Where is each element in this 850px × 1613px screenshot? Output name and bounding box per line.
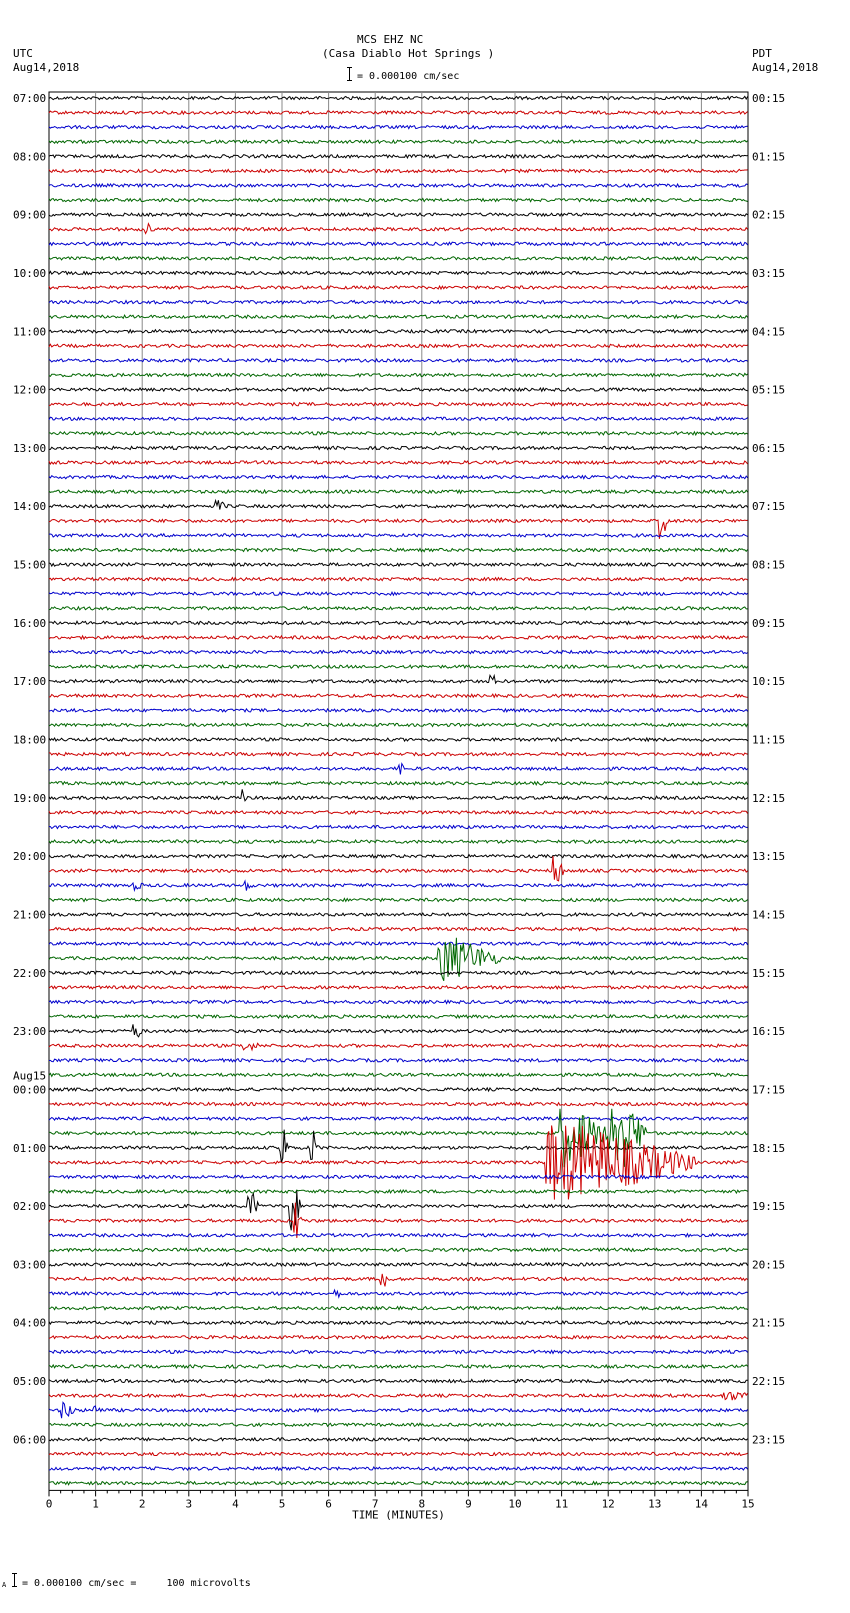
right-time-label: 16:15 bbox=[752, 1025, 786, 1039]
trace-row-93 bbox=[49, 1452, 748, 1455]
left-date: Aug14,2018 bbox=[13, 61, 80, 74]
trace-row-95 bbox=[49, 1482, 748, 1485]
trace-row-13 bbox=[49, 286, 748, 289]
trace-row-49 bbox=[49, 811, 748, 814]
trace-row-8 bbox=[49, 213, 748, 216]
trace-row-79 bbox=[49, 1248, 748, 1251]
right-time-label: 01:15 bbox=[752, 150, 786, 164]
trace-row-28 bbox=[49, 500, 748, 509]
left-time-label: 12:00 bbox=[13, 383, 47, 397]
right-time-label: 05:15 bbox=[752, 383, 786, 397]
left-time-label: 16:00 bbox=[13, 616, 47, 630]
left-time-label: 14:00 bbox=[13, 500, 47, 514]
trace-row-70 bbox=[49, 1117, 748, 1120]
right-time-label: 11:15 bbox=[752, 733, 786, 747]
x-tick-label: 12 bbox=[601, 1497, 615, 1511]
trace-row-21 bbox=[49, 403, 748, 406]
trace-row-3 bbox=[49, 140, 748, 143]
x-tick-label: 10 bbox=[508, 1497, 522, 1511]
trace-row-48 bbox=[49, 789, 748, 801]
trace-row-73 bbox=[49, 1126, 748, 1200]
footer-scale-note: = 0.000100 cm/sec = 100 microvolts bbox=[22, 1578, 251, 1589]
right-time-label: 23:15 bbox=[752, 1433, 786, 1447]
trace-row-84 bbox=[49, 1321, 748, 1324]
trace-row-10 bbox=[49, 242, 748, 245]
left-time-label: 04:00 bbox=[13, 1316, 47, 1330]
trace-row-39 bbox=[49, 665, 748, 668]
trace-row-27 bbox=[49, 490, 748, 493]
x-tick-label: 9 bbox=[465, 1497, 472, 1511]
right-time-label: 07:15 bbox=[752, 500, 786, 514]
x-tick-label: 5 bbox=[278, 1497, 286, 1511]
left-time-label: 06:00 bbox=[13, 1433, 47, 1447]
left-time-label: 03:00 bbox=[13, 1258, 47, 1272]
trace-row-4 bbox=[49, 155, 748, 158]
site-name: (Casa Diablo Hot Springs ) bbox=[322, 47, 495, 60]
trace-row-76 bbox=[49, 1191, 748, 1231]
x-tick-label: 4 bbox=[232, 1497, 239, 1511]
trace-row-66 bbox=[49, 1059, 748, 1062]
trace-row-33 bbox=[49, 578, 748, 581]
right-time-label: 08:15 bbox=[752, 558, 786, 572]
trace-row-43 bbox=[49, 723, 748, 726]
trace-row-61 bbox=[49, 986, 748, 989]
x-tick-label: 8 bbox=[418, 1497, 426, 1511]
trace-row-55 bbox=[49, 898, 748, 901]
trace-row-14 bbox=[49, 301, 748, 304]
trace-row-36 bbox=[49, 621, 748, 624]
x-axis bbox=[46, 1490, 755, 1521]
trace-row-54 bbox=[49, 881, 748, 891]
trace-row-46 bbox=[49, 764, 748, 775]
trace-row-7 bbox=[49, 199, 748, 202]
x-tick-label: 7 bbox=[371, 1497, 379, 1511]
trace-row-91 bbox=[49, 1423, 748, 1426]
left-time-label: 22:00 bbox=[13, 966, 47, 980]
trace-row-22 bbox=[49, 417, 748, 420]
trace-row-89 bbox=[49, 1393, 748, 1401]
seismogram-traces bbox=[49, 96, 748, 1484]
trace-row-53 bbox=[49, 856, 748, 881]
trace-row-26 bbox=[49, 476, 748, 479]
left-date-label: Aug15 bbox=[13, 1069, 47, 1083]
right-time-label: 02:15 bbox=[752, 208, 786, 222]
left-time-label: 10:00 bbox=[13, 266, 47, 280]
right-time-label: 15:15 bbox=[752, 966, 786, 980]
trace-row-19 bbox=[49, 373, 748, 376]
right-date: Aug14,2018 bbox=[752, 61, 819, 74]
right-timezone: PDT bbox=[752, 47, 772, 60]
x-axis-label: TIME (MINUTES) bbox=[352, 1508, 445, 1522]
right-time-label: 12:15 bbox=[752, 791, 786, 805]
footer-corner-mark: A bbox=[2, 1581, 7, 1589]
trace-row-38 bbox=[49, 650, 748, 653]
trace-row-94 bbox=[49, 1467, 748, 1470]
trace-row-69 bbox=[49, 1102, 748, 1105]
trace-row-81 bbox=[49, 1274, 748, 1287]
x-tick-label: 14 bbox=[694, 1497, 709, 1511]
trace-row-82 bbox=[49, 1290, 748, 1297]
left-time-label: 19:00 bbox=[13, 791, 47, 805]
trace-row-92 bbox=[49, 1438, 748, 1441]
right-time-label: 00:15 bbox=[752, 92, 786, 105]
x-tick-label: 15 bbox=[741, 1497, 755, 1511]
left-time-label: 17:00 bbox=[13, 675, 47, 689]
right-time-label: 22:15 bbox=[752, 1375, 786, 1389]
footer-scale-bar-icon bbox=[12, 1572, 17, 1586]
right-time-label: 09:15 bbox=[752, 616, 786, 630]
trace-row-74 bbox=[49, 1175, 748, 1178]
trace-row-41 bbox=[49, 694, 748, 697]
trace-row-37 bbox=[49, 636, 748, 639]
trace-row-88 bbox=[49, 1379, 748, 1382]
trace-row-67 bbox=[49, 1073, 748, 1076]
trace-row-51 bbox=[49, 840, 748, 843]
trace-row-78 bbox=[49, 1234, 748, 1237]
right-time-label: 17:15 bbox=[752, 1083, 786, 1097]
x-tick-label: 11 bbox=[554, 1497, 569, 1511]
right-time-label: 10:15 bbox=[752, 675, 786, 689]
trace-row-63 bbox=[49, 1015, 748, 1018]
trace-row-18 bbox=[49, 359, 748, 362]
right-time-label: 21:15 bbox=[752, 1316, 786, 1330]
trace-row-86 bbox=[49, 1350, 748, 1353]
left-time-label: 07:00 bbox=[13, 92, 47, 105]
right-time-label: 04:15 bbox=[752, 325, 786, 339]
trace-row-56 bbox=[49, 913, 748, 916]
left-time-label: 05:00 bbox=[13, 1375, 47, 1389]
left-time-label: 08:00 bbox=[13, 150, 47, 164]
left-time-label: 01:00 bbox=[13, 1141, 47, 1155]
trace-row-50 bbox=[49, 825, 748, 828]
x-tick-label: 6 bbox=[325, 1497, 332, 1511]
trace-row-15 bbox=[49, 315, 748, 318]
trace-row-16 bbox=[49, 330, 748, 333]
left-time-label: 15:00 bbox=[13, 558, 47, 572]
left-time-label: 13:00 bbox=[13, 441, 47, 455]
trace-row-12 bbox=[49, 271, 748, 274]
trace-row-6 bbox=[49, 184, 748, 187]
trace-row-77 bbox=[49, 1203, 748, 1238]
trace-row-42 bbox=[49, 709, 748, 712]
trace-row-20 bbox=[49, 388, 748, 391]
trace-row-80 bbox=[49, 1263, 748, 1266]
right-time-label: 03:15 bbox=[752, 266, 786, 280]
trace-row-31 bbox=[49, 548, 748, 551]
trace-row-64 bbox=[49, 1024, 748, 1037]
trace-row-58 bbox=[49, 942, 748, 945]
trace-row-90 bbox=[49, 1402, 748, 1418]
trace-row-34 bbox=[49, 592, 748, 595]
right-time-label: 13:15 bbox=[752, 850, 786, 864]
left-time-label: 18:00 bbox=[13, 733, 47, 747]
left-time-label: 02:00 bbox=[13, 1200, 47, 1214]
trace-row-0 bbox=[49, 96, 748, 99]
right-time-label: 20:15 bbox=[752, 1258, 786, 1272]
trace-row-40 bbox=[49, 675, 748, 683]
trace-row-23 bbox=[49, 432, 748, 435]
x-tick-label: 0 bbox=[45, 1497, 53, 1511]
trace-row-71 bbox=[49, 1109, 748, 1167]
trace-row-9 bbox=[49, 224, 748, 234]
trace-row-75 bbox=[49, 1190, 748, 1193]
trace-row-17 bbox=[49, 344, 748, 347]
trace-row-32 bbox=[49, 563, 748, 566]
trace-row-62 bbox=[49, 1000, 748, 1003]
trace-row-35 bbox=[49, 607, 748, 610]
trace-row-45 bbox=[49, 753, 748, 756]
left-timezone: UTC bbox=[13, 47, 33, 60]
x-tick-label: 1 bbox=[92, 1497, 99, 1511]
station-title: MCS EHZ NC bbox=[357, 33, 424, 46]
trace-row-1 bbox=[49, 111, 748, 114]
right-time-label: 19:15 bbox=[752, 1200, 786, 1214]
trace-row-72 bbox=[49, 1130, 748, 1163]
left-time-label: 09:00 bbox=[13, 208, 47, 222]
x-tick-label: 3 bbox=[185, 1497, 193, 1511]
trace-row-65 bbox=[49, 1043, 748, 1050]
trace-row-52 bbox=[49, 855, 748, 858]
trace-row-85 bbox=[49, 1336, 748, 1339]
trace-row-83 bbox=[49, 1307, 748, 1310]
x-tick-label: 13 bbox=[648, 1497, 662, 1511]
trace-row-25 bbox=[49, 461, 748, 464]
trace-row-68 bbox=[49, 1088, 748, 1091]
trace-row-60 bbox=[49, 971, 748, 974]
left-time-label: 11:00 bbox=[13, 325, 47, 339]
trace-row-87 bbox=[49, 1365, 748, 1368]
trace-row-11 bbox=[49, 257, 748, 260]
trace-row-2 bbox=[49, 126, 748, 129]
trace-row-24 bbox=[49, 446, 748, 449]
right-time-label: 18:15 bbox=[752, 1141, 786, 1155]
right-time-label: 06:15 bbox=[752, 441, 786, 455]
x-tick-label: 2 bbox=[138, 1497, 146, 1511]
trace-row-30 bbox=[49, 534, 748, 537]
trace-row-57 bbox=[49, 928, 748, 931]
left-time-label: 23:00 bbox=[13, 1025, 47, 1039]
left-time-label: 20:00 bbox=[13, 850, 47, 864]
trace-row-47 bbox=[49, 782, 748, 785]
trace-row-44 bbox=[49, 738, 748, 741]
trace-row-5 bbox=[49, 169, 748, 172]
left-time-label: 00:00 bbox=[13, 1083, 47, 1097]
left-time-label: 21:00 bbox=[13, 908, 47, 922]
scale-label: = 0.000100 cm/sec bbox=[357, 71, 460, 82]
right-time-label: 14:15 bbox=[752, 908, 786, 922]
